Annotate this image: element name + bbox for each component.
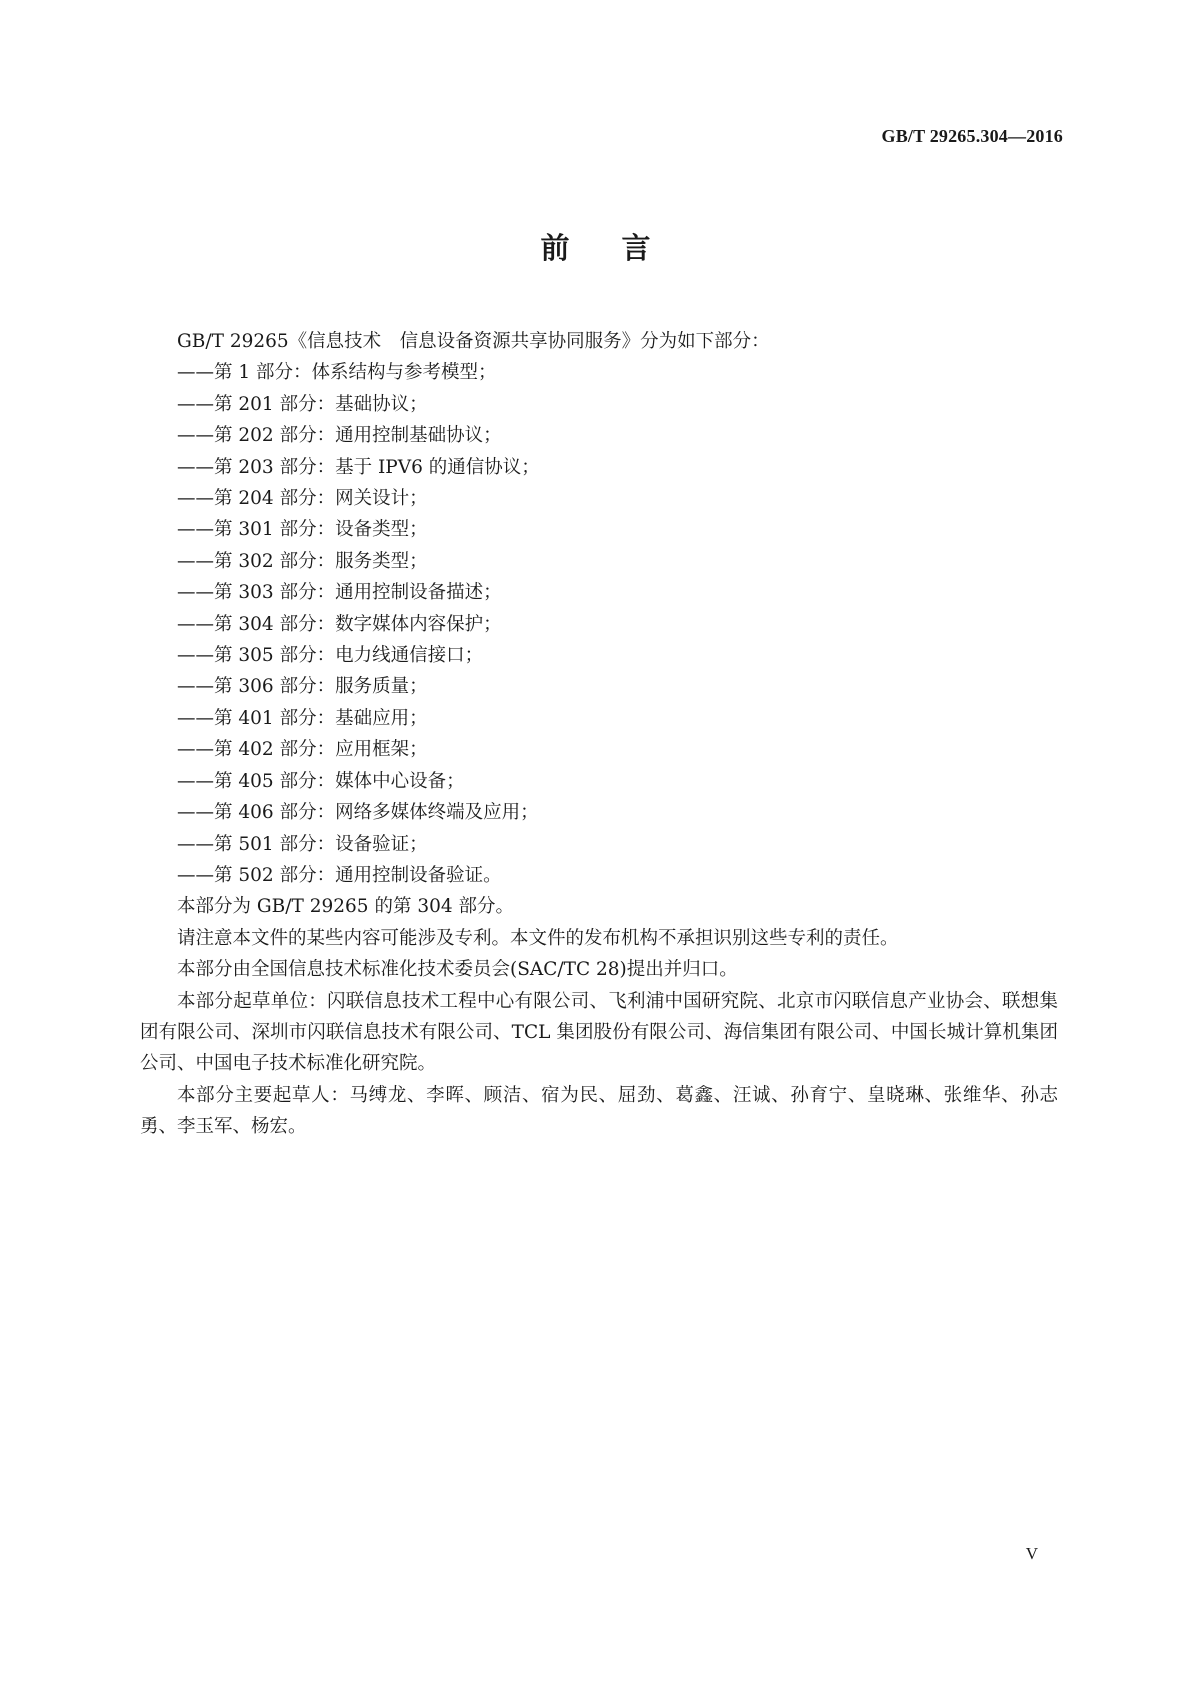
list-item: ——第 306 部分：服务质量； [177, 676, 428, 698]
list-item: ——第 302 部分：服务类型； [177, 550, 428, 572]
parts-list [140, 357, 1058, 891]
list-item: ——第 304 部分：数字媒体内容保护； [177, 613, 502, 635]
this-part-paragraph: 本部分为 GB/T 29265 的第 304 部分。 [177, 896, 515, 918]
list-item: ——第 406 部分：网络多媒体终端及应用； [177, 802, 539, 824]
list-item: ——第 402 部分：应用框架； [177, 739, 428, 761]
list-item: ——第 301 部分：设备类型； [177, 519, 428, 541]
list-item: ——第 1 部分：体系结构与参考模型； [177, 362, 497, 384]
list-item: ——第 203 部分：基于 IPV6 的通信协议； [177, 456, 540, 478]
list-item: ——第 401 部分：基础应用； [177, 707, 428, 729]
patent-notice-paragraph: 请注意本文件的某些内容可能涉及专利。本文件的发布机构不承担识别这些专利的责任。 [177, 927, 899, 949]
list-item: ——第 501 部分：设备验证； [177, 833, 428, 855]
list-item: ——第 202 部分：通用控制基础协议； [177, 425, 502, 447]
list-item: ——第 303 部分：通用控制设备描述； [177, 582, 502, 604]
page-number: V [1025, 1544, 1038, 1563]
list-item: ——第 405 部分：媒体中心设备； [177, 770, 465, 792]
drafters-paragraph: 本部分主要起草人：马缚龙、李晖、顾洁、宿为民、屈劲、葛鑫、汪诚、孙育宁、皇晓琳、张维华、孙志勇、李玉军、杨宏。 [140, 1084, 1058, 1138]
list-item: ——第 201 部分：基础协议； [177, 393, 428, 415]
list-item: ——第 204 部分：网关设计； [177, 488, 428, 510]
standard-code: GB/T 29265.304—2016 [881, 126, 1063, 146]
drafting-units-paragraph: 本部分起草单位：闪联信息技术工程中心有限公司、飞利浦中国研究院、北京市闪联信息产业协会、联想集团有限公司、深圳市闪联信息技术有限公司、TCL 集团股份有限公司、海信集团有限公司、中国长城计算机集团公司、中国电子技术标准化研究院。 [140, 990, 1058, 1075]
intro-paragraph: GB/T 29265《信息技术 信息设备资源共享协同服务》分为如下部分： [177, 331, 770, 352]
page-title: 前言 [540, 231, 703, 265]
list-item: ——第 305 部分：电力线通信接口； [177, 645, 484, 667]
list-item: ——第 502 部分：通用控制设备验证。 [177, 864, 502, 886]
foreword-body [140, 326, 1058, 1143]
proposed-by-paragraph: 本部分由全国信息技术标准化技术委员会(SAC/TC 28)提出并归口。 [177, 959, 738, 981]
